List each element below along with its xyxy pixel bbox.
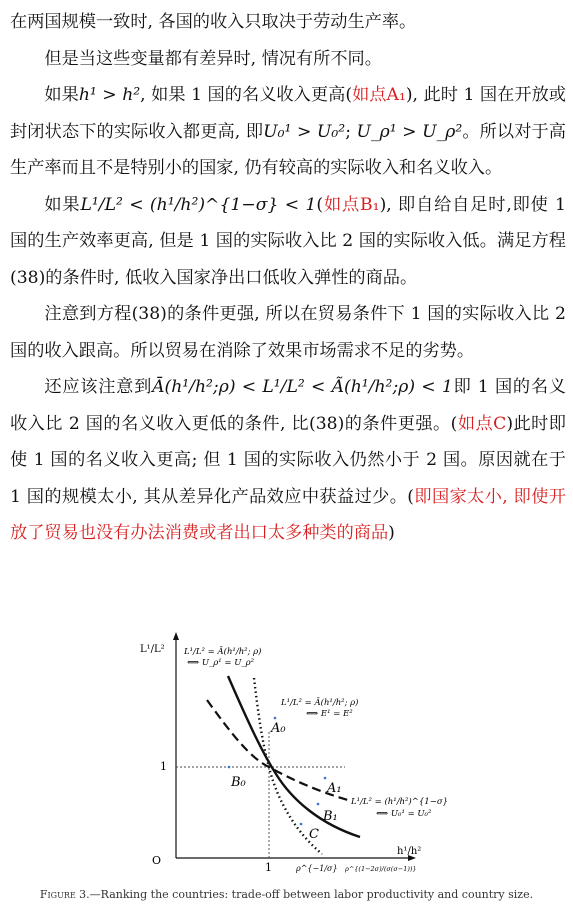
curve-dotted-label: L¹/L² = Ā(h¹/h²; ρ): [184, 647, 262, 657]
paragraph-3: [10, 187, 566, 297]
p3-note-red: 如点B₁: [323, 194, 380, 215]
x-tick-1: 1: [265, 861, 272, 874]
point-a0-label: A₀: [271, 721, 286, 736]
p3-text-c: ), 即自给自足时,即使 1 国的生产效率更高, 但是 1 国的实际收入比 2 国的实际收入低。满足方程(38)的条件时, 低收入国家净出口低收入弹性的商品。: [10, 194, 566, 288]
caption-text: —Ranking the countries: trade-off between labor productivity and country size.: [89, 888, 534, 901]
point-b0-label: B₀: [231, 775, 246, 790]
figure-3-diagram: [0, 632, 573, 880]
p3-text-a: 如果: [44, 194, 81, 215]
curve-solid-label: L¹/L² = (h¹/h²)^{1−σ}: [351, 797, 449, 807]
p2-math-2: U_ρ¹ > U_ρ²: [356, 121, 463, 142]
p5-text-d: ): [388, 523, 395, 543]
y-axis-arrow: [173, 632, 179, 640]
curve-solid-label-2: ⟺ U₀¹ = U₀²: [376, 809, 432, 819]
curve-dashed-label-2: ⟺ E¹ = E²: [306, 709, 353, 719]
p2-text-e: 。所以对于高生产率而且不是特别小的国家, 仍有较高的实际收入和名义收入。: [10, 121, 566, 178]
p5-text-a: 还应该注意到: [44, 377, 153, 397]
p3-text-b: (: [316, 194, 324, 215]
figure-caption: [0, 888, 573, 901]
point-c: [300, 823, 303, 826]
p2-text-d: ;: [345, 121, 357, 142]
curve-dotted-label-2: ⟺ U_ρ¹ = U_ρ²: [187, 658, 255, 668]
y-tick-1: 1: [160, 760, 167, 773]
paragraph-2: [10, 77, 566, 187]
p2-text-a: 如果: [44, 85, 79, 105]
p5-condition: Ā(h¹/h²;ρ) < L¹/L² < Ã(h¹/h²;ρ) < 1: [152, 377, 453, 397]
point-a0: [274, 717, 277, 720]
p5-text-c: )此时即使 1 国的名义收入更高; 但 1 国的实际收入仍然小于 2 国。原因就在于 1 国的规模太小, 其从差异化产品效应中获益过少。(: [10, 413, 566, 507]
caption-prefix: Figure 3.: [39, 888, 90, 901]
x-tick-rho2: ρ^{(1−2σ)/(σ(σ−1))}: [345, 865, 417, 873]
point-a1: [324, 777, 327, 780]
p2-text-b: , 如果 1 国的名义收入更高(: [140, 85, 353, 105]
p5-note-red-1: 如点C: [457, 413, 507, 434]
point-b1: [317, 803, 320, 806]
x-tick-rho: ρ^{−1/σ}: [296, 864, 338, 873]
p3-condition: L¹/L² < (h¹/h²)^{1−σ} < 1: [80, 194, 317, 215]
p2-condition: h¹ > h²: [78, 85, 141, 105]
point-c-label: C: [309, 827, 319, 842]
paragraph-4: 注意到方程(38)的条件更强, 所以在贸易条件下 1 国的实际收入比 2 国的收入跟高。所以贸易在消除了效果市场需求不足的劣势。: [10, 304, 566, 361]
x-axis-label: h¹/h²: [397, 846, 422, 857]
p5-note-red-2: 即国家太小, 即使开放了贸易也没有办法消费或者出口太多种类的商品: [10, 486, 566, 543]
point-b1-label: B₁: [323, 809, 338, 824]
paragraph-5: [10, 369, 566, 552]
curve-dashed-label: L¹/L² = Ā(h¹/h²; ρ): [281, 698, 359, 708]
point-b0: [228, 766, 231, 769]
point-a1-label: A₁: [327, 781, 342, 796]
p2-note-red: 如点A₁: [352, 85, 406, 105]
body-text: [10, 4, 566, 552]
paragraph-0: 在两国规模一致时, 各国的收入只取决于劳动生产率。: [10, 12, 417, 32]
origin-label: O: [152, 854, 162, 867]
paragraph-1: 但是当这些变量都有差异时, 情况有所不同。: [44, 48, 382, 69]
p2-text-c: ), 此时 1 国在开放或封闭状态下的实际收入都更高, 即: [10, 85, 566, 142]
p5-text-b: 即 1 国的名义收入比 2 国的名义收入更低的条件, 比(38)的条件更强。(: [10, 377, 566, 434]
p2-math-1: U₀¹ > U₀²: [263, 121, 346, 142]
y-axis-label: L¹/L²: [140, 644, 165, 655]
